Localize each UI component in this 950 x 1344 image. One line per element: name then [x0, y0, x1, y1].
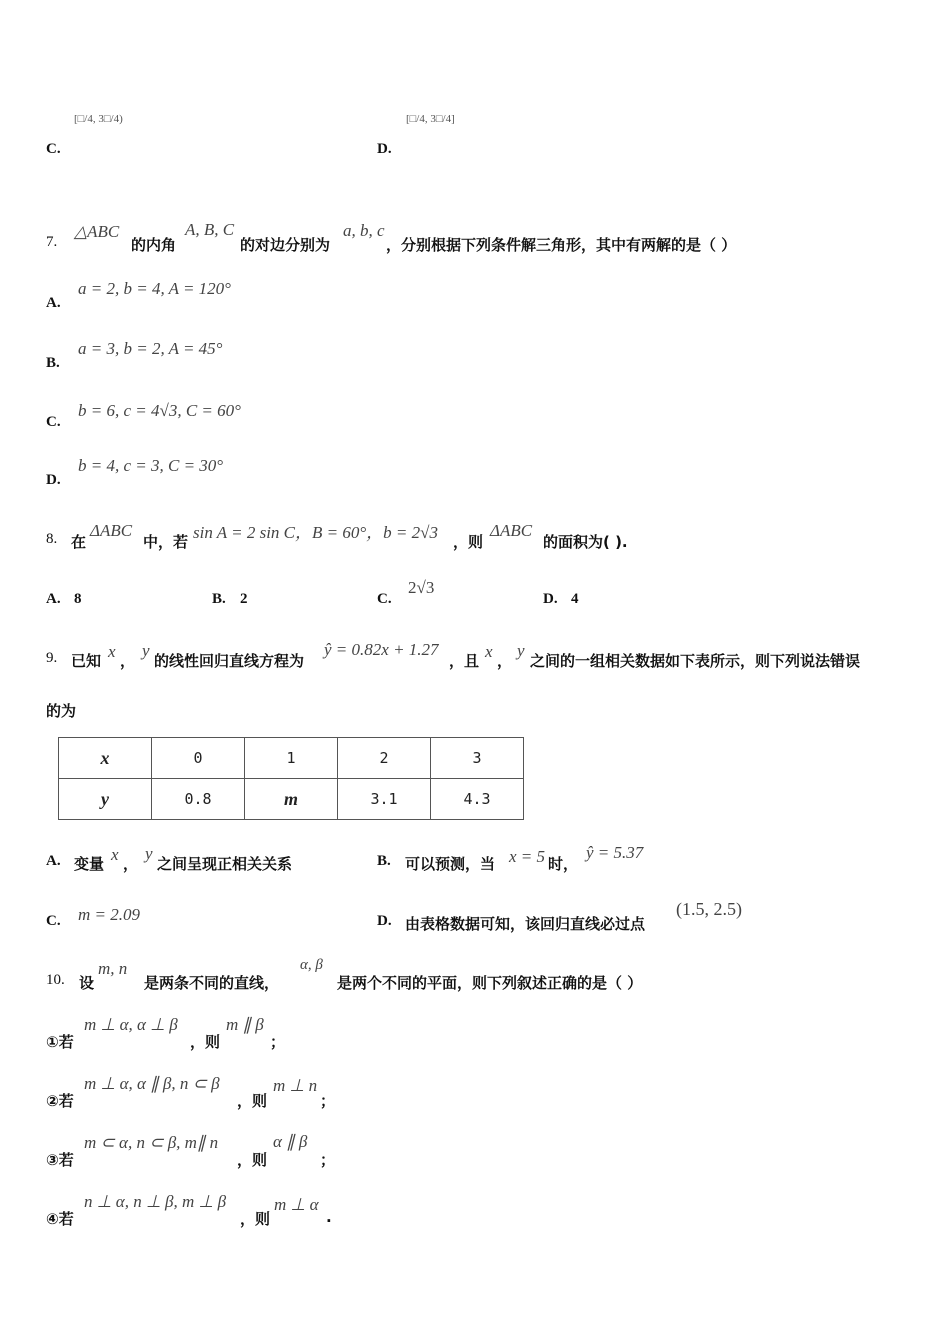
table-row: [59, 779, 524, 820]
statement-then: ，则: [237, 1151, 268, 1169]
table-cell: 4.3: [431, 779, 524, 820]
table-cell: m: [245, 779, 338, 820]
q8-text: 中，若: [143, 533, 189, 551]
q8-option-b-label: B.: [212, 591, 226, 607]
q10-text: 是两条不同的直线，: [144, 974, 280, 992]
q8-option-b-value: 2: [240, 591, 248, 607]
q8-math-triangle: ΔABC: [490, 521, 533, 540]
q6-option-c-label: C.: [46, 141, 61, 157]
q9-text: ，: [497, 652, 513, 670]
table-cell: 0: [152, 738, 245, 779]
statement-then: ，则: [190, 1033, 221, 1051]
statement-condition: m ⊥ α, α ⊥ β: [84, 1015, 178, 1034]
q10-text: 是两个不同的平面，则下列叙述正确的是（ ）: [337, 974, 643, 992]
statement-end: ；: [270, 1033, 286, 1051]
q9-option-c-label: C.: [46, 913, 61, 929]
q9-option-b-label: B.: [377, 853, 391, 869]
q9-data-table: [58, 737, 524, 820]
q9-math-x: x: [485, 642, 493, 661]
table-cell: 3: [431, 738, 524, 779]
q9-option-a-text: 变量: [74, 855, 105, 873]
q9-text: 之间的一组相关数据如下表所示，则下列说法错误: [530, 652, 861, 670]
q7-option-b-math: a = 3, b = 2, A = 45°: [78, 339, 223, 358]
statement-then: ，则: [240, 1210, 271, 1228]
q9-math-x: x: [111, 845, 119, 864]
q9-option-c-math: m = 2.09: [78, 905, 140, 924]
q9-math-y: y: [145, 844, 153, 863]
statement-result: m ⊥ α: [274, 1195, 319, 1214]
q9-option-a-label: A.: [46, 853, 61, 869]
statement-end: ；: [320, 1151, 336, 1169]
q9-text: 的为: [46, 702, 77, 720]
statement-end: .: [326, 1208, 332, 1226]
table-cell: 2: [338, 738, 431, 779]
q9-text: 的线性回归直线方程为: [154, 652, 305, 670]
q7-number: 7.: [46, 234, 58, 250]
q10-math-lines: m, n: [98, 959, 128, 978]
statement-end: ；: [320, 1092, 336, 1110]
q9-math-regression: ŷ = 0.82x + 1.27: [324, 640, 439, 659]
q8-number: 8.: [46, 531, 58, 547]
q8-math-triangle: ΔABC: [90, 521, 133, 540]
q9-math-y: y: [517, 641, 525, 660]
q6-option-d-math: [□/4, 3□/4]: [406, 113, 455, 125]
statement-condition: m ⊂ α, n ⊂ β, m∥ n: [84, 1133, 219, 1152]
q7-math-triangle: △ABC: [74, 222, 120, 241]
q9-text: ，: [120, 652, 136, 670]
table-row: [59, 738, 524, 779]
q9-option-d-text: 由表格数据可知，该回归直线必过点: [405, 915, 646, 933]
table-cell: 3.1: [338, 779, 431, 820]
q9-text: 已知: [71, 652, 102, 670]
table-cell: x: [59, 738, 152, 779]
q8-text: 在: [71, 533, 87, 551]
q7-option-a-math: a = 2, b = 4, A = 120°: [78, 279, 231, 298]
table-cell: y: [59, 779, 152, 820]
q7-option-b-label: B.: [46, 355, 60, 371]
table-cell: 0.8: [152, 779, 245, 820]
q9-math-x: x: [108, 642, 116, 661]
q6-option-d-label: D.: [377, 141, 392, 157]
q8-option-c-math: 2√3: [408, 578, 435, 597]
q7-option-c-math: b = 6, c = 4√3, C = 60°: [78, 401, 241, 420]
q7-option-a-label: A.: [46, 295, 61, 311]
q10-number: 10.: [46, 972, 65, 988]
table-cell: 1: [245, 738, 338, 779]
q8-option-d-label: D.: [543, 591, 558, 607]
q8-option-c-label: C.: [377, 591, 392, 607]
statement-then: ，则: [237, 1092, 268, 1110]
statement-prefix: ④若: [46, 1210, 74, 1228]
q9-option-d-label: D.: [377, 913, 392, 929]
q7-text: 的内角: [131, 236, 177, 254]
q8-text: 的面积为( ).: [543, 533, 628, 551]
q8-option-a-label: A.: [46, 591, 61, 607]
q7-text: 的对边分别为: [240, 236, 331, 254]
q9-option-d-math: (1.5, 2.5): [676, 899, 742, 919]
q7-math-angles: A, B, C: [185, 220, 235, 239]
statement-prefix: ②若: [46, 1092, 74, 1110]
q9-option-b-text: 时，: [548, 855, 579, 873]
statement-condition: m ⊥ α, α ∥ β, n ⊂ β: [84, 1074, 220, 1093]
q7-math-sides: a, b, c: [343, 221, 385, 240]
q7-text: ，分别根据下列条件解三角形，其中有两解的是（ ）: [386, 236, 737, 254]
q9-option-b-math: x = 5: [509, 847, 546, 866]
q10-math-planes: α, β: [300, 957, 323, 973]
q7-option-c-label: C.: [46, 414, 61, 430]
q9-number: 9.: [46, 650, 58, 666]
statement-result: m ∥ β: [226, 1015, 264, 1034]
statement-result: α ∥ β: [273, 1132, 308, 1151]
q9-option-b-math: ŷ = 5.37: [586, 843, 644, 862]
statement-prefix: ③若: [46, 1151, 74, 1169]
q8-option-d-value: 4: [571, 591, 579, 607]
statement-prefix: ①若: [46, 1033, 74, 1051]
q10-text: 设: [79, 974, 95, 992]
q6-option-c-math: [□/4, 3□/4): [74, 113, 123, 125]
q8-text: ，则: [453, 533, 484, 551]
q9-text: ，且: [449, 652, 480, 670]
q9-option-a-text: 之间呈现正相关关系: [157, 855, 293, 873]
q7-option-d-math: b = 4, c = 3, C = 30°: [78, 456, 224, 475]
q8-math-condition: sin A = 2 sin C，B = 60°，b = 2√3: [193, 523, 438, 542]
q9-option-b-text: 可以预测，当: [405, 855, 496, 873]
statement-result: m ⊥ n: [273, 1076, 318, 1095]
q9-math-y: y: [142, 641, 150, 660]
q7-option-d-label: D.: [46, 472, 61, 488]
q9-text: ，: [123, 855, 139, 873]
statement-condition: n ⊥ α, n ⊥ β, m ⊥ β: [84, 1192, 227, 1211]
q8-option-a-value: 8: [74, 591, 82, 607]
